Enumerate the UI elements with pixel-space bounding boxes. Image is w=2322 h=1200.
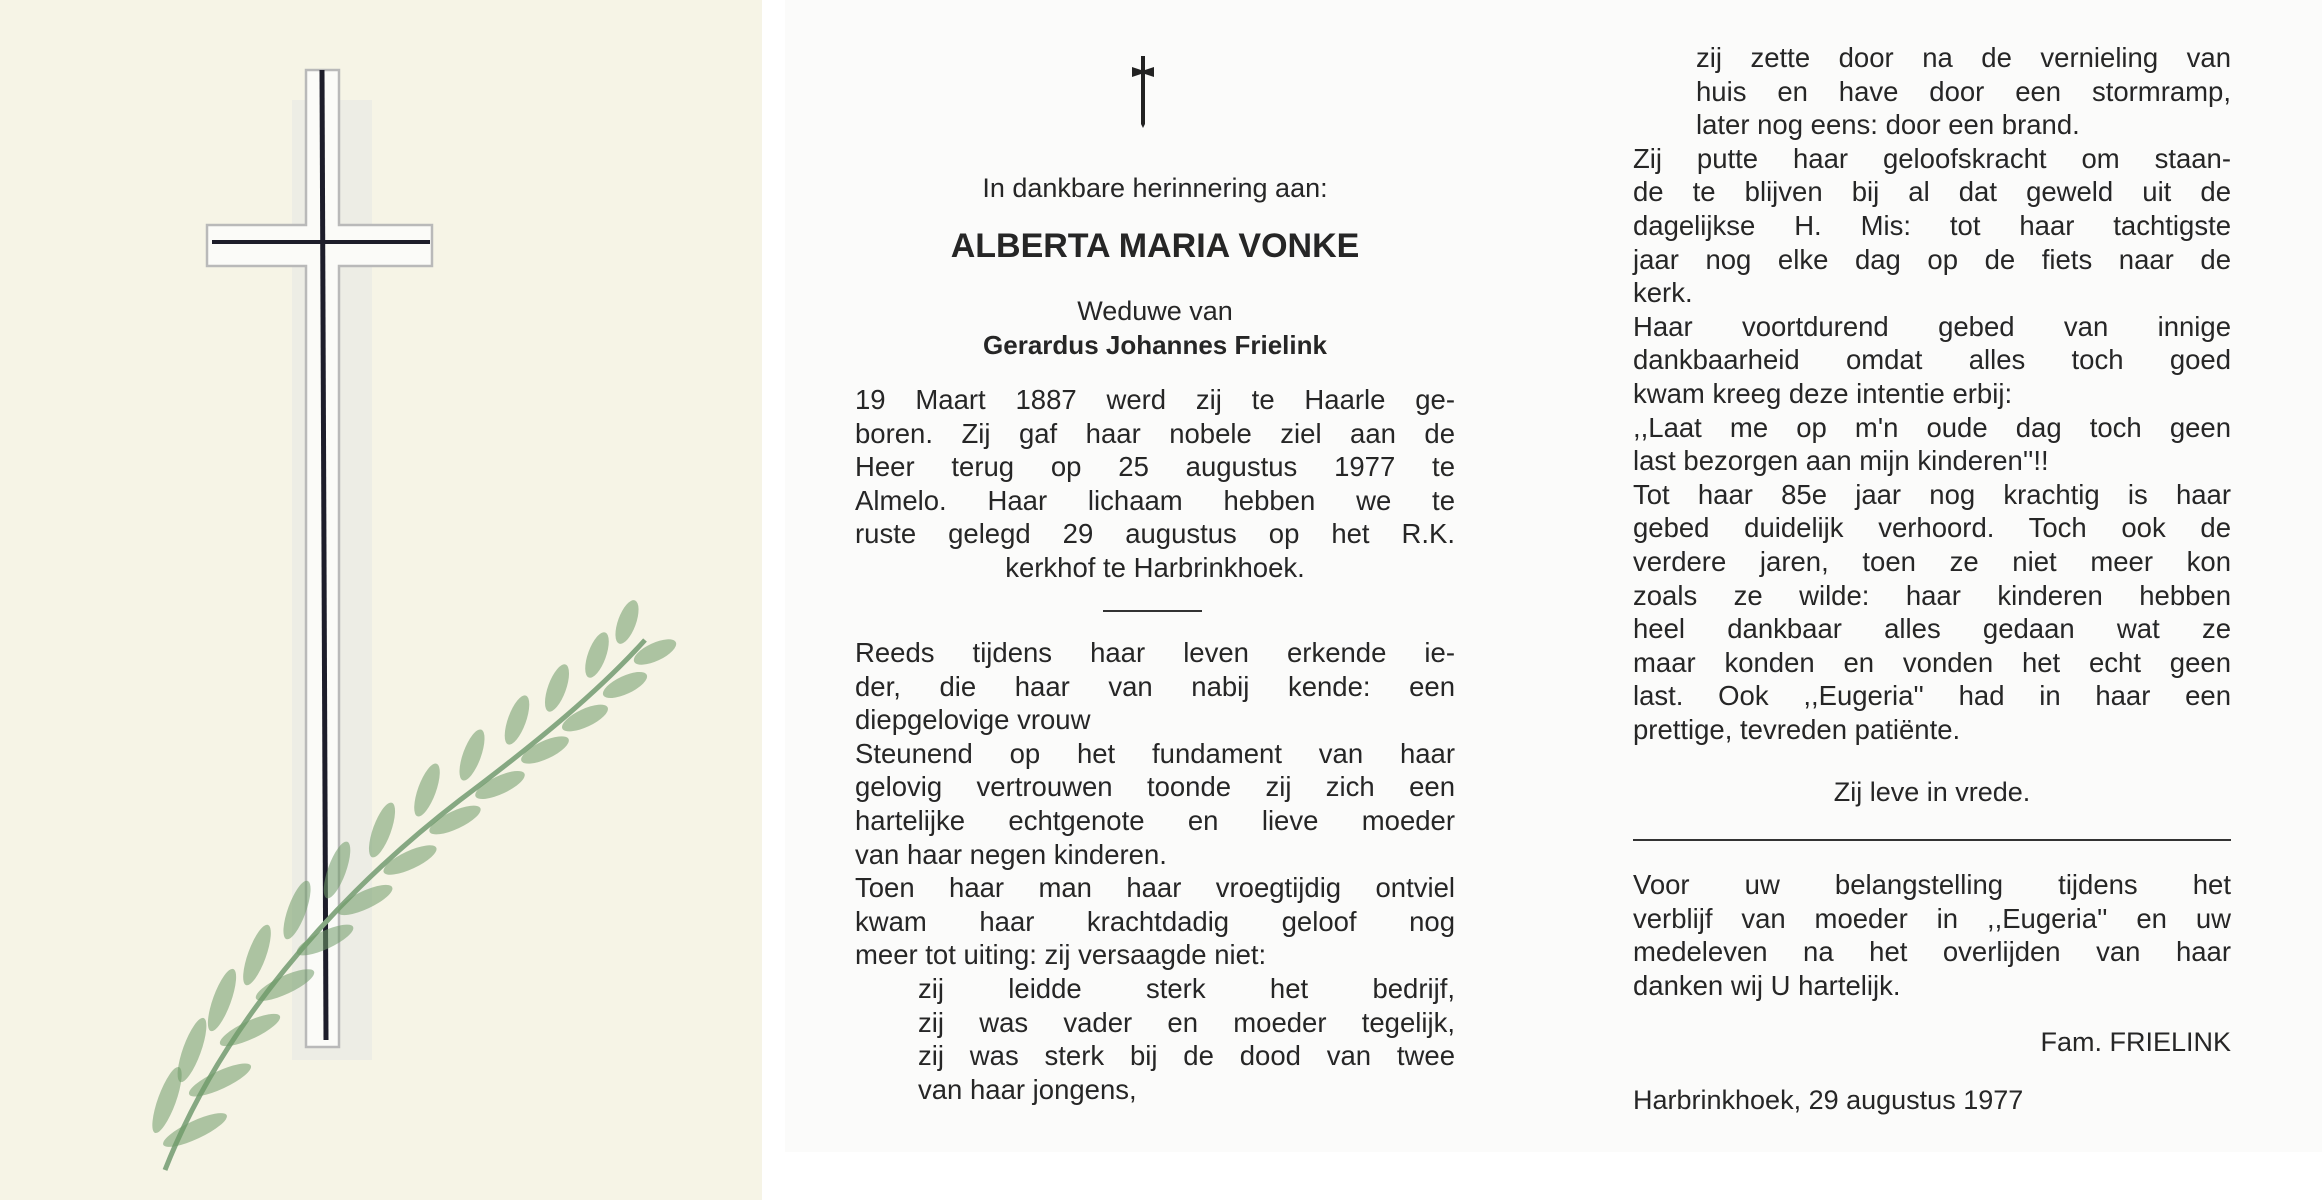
text-line: last bezorgen aan mijn kinderen''!! [1633, 445, 2049, 477]
text-line: boren. Zij gaf haar nobele ziel aan de [855, 417, 1455, 449]
text-line: Heer terug op 25 augustus 1977 te [855, 451, 1455, 483]
text-line: Toen haar man haar vroegtijdig ontviel [855, 872, 1455, 904]
palm-leaf-icon [580, 629, 613, 680]
text-line: zij was vader en moeder tegelijk, [918, 1006, 1455, 1038]
text-line: danken wij U hartelijk. [1633, 969, 1901, 1001]
text-line: hartelijke echtgenote en lieve moeder [855, 804, 1455, 836]
text-line: de te blijven bij al dat geweld uit de [1633, 176, 2231, 208]
text-line: later nog eens: door een brand. [1696, 109, 2080, 141]
text-line: zij zette door na de vernieling van [1696, 42, 2231, 73]
palm-leaf-icon [630, 634, 679, 670]
text-line: van haar negen kinderen. [855, 838, 1167, 870]
closing-line: Zij leve in vrede. [1833, 777, 2031, 807]
text-line: verdere jaren, toen ze niet meer kon [1633, 545, 2231, 577]
text-line: zij leidde sterk het bedrijf, [918, 972, 1455, 1004]
palm-leaf-icon [540, 661, 574, 714]
text-line: zoals ze wilde: haar kinderen hebben [1633, 579, 2231, 611]
cross-outline-icon [207, 70, 432, 1060]
biography-paragraph [855, 383, 1455, 585]
text-line: diepgelovige vrouw [855, 704, 1091, 736]
text-line: jaar nog elke dag op de fiets naar de [1633, 243, 2231, 275]
cross-icon [1128, 56, 1158, 128]
text-line: ruste gelegd 29 augustus op het R.K. [855, 518, 1455, 550]
text-line: Voor uw belangstelling tijdens het [1633, 869, 2231, 900]
text-line: medeleven na het overlijden van haar [1633, 936, 2231, 968]
text-line: ,,Laat me op m'n oude dag toch geen [1633, 411, 2231, 443]
text-line: Tot haar 85e jaar nog krachtig is haar [1633, 478, 2231, 510]
palm-leaf-icon [409, 761, 445, 820]
text-line: van haar jongens, [918, 1073, 1137, 1105]
tribute-text-right [1633, 41, 2231, 746]
tribute-text-center [855, 636, 1455, 1106]
intro-line: In dankbare herinnering aan: [982, 173, 1328, 203]
widow-of-label: Weduwe van [1077, 296, 1233, 326]
text-line: Zij putte haar geloofskracht om staan- [1633, 142, 2231, 174]
text-line: verblijf van moeder in ,,Eugeria'' en uw [1633, 902, 2231, 934]
palm-leaf-icon [599, 667, 650, 704]
palm-leaf-icon [454, 727, 489, 784]
text-line: prettige, tevreden patiënte. [1633, 713, 1961, 745]
text-line: gelovig vertrouwen toonde zij zich een [855, 771, 1455, 803]
text-line: 19 Maart 1887 werd zij te Haarle ge- [855, 384, 1455, 415]
place-date: Harbrinkhoek, 29 augustus 1977 [1633, 1085, 2024, 1115]
text-line: dagelijkse H. Mis: tot haar tachtigste [1633, 209, 2231, 241]
text-line: kerk. [1633, 277, 1693, 309]
husband-name: Gerardus Johannes Frielink [983, 330, 1327, 360]
text-line: kwam haar krachtdadig geloof nog [855, 905, 1455, 937]
text-line: Steunend op het fundament van haar [855, 737, 1455, 769]
palm-leaf-icon [202, 966, 241, 1034]
text-line: gebed duidelijk verhoord. Toch ook de [1633, 512, 2231, 544]
palm-leaf-icon [172, 1015, 212, 1085]
text-line: dankbaarheid omdat alles toch goed [1633, 344, 2231, 376]
text-line: Reeds tijdens haar leven erkende ie- [855, 637, 1455, 668]
text-line: Haar voortdurend gebed van innige [1633, 310, 2231, 342]
text-line: huis en have door een stormramp, [1696, 75, 2231, 107]
palm-leaf-icon [611, 597, 644, 646]
text-line: last. Ook ,,Eugeria'' had in haar een [1633, 680, 2231, 712]
text-line: meer tot uiting: zij versaagde niet: [855, 939, 1267, 971]
text-line: kerkhof te Harbrinkhoek. [1005, 551, 1305, 583]
palm-leaf-icon [500, 692, 535, 747]
thanks-paragraph [1633, 868, 2231, 1002]
card-front-illustration [0, 0, 762, 1200]
text-line: kwam kreeg deze intentie erbij: [1633, 377, 2013, 409]
deceased-name: ALBERTA MARIA VONKE [950, 227, 1360, 265]
palm-leaf-icon [238, 922, 277, 988]
cross-illustration [0, 0, 762, 1200]
text-line: heel dankbaar alles gedaan wat ze [1633, 613, 2231, 645]
text-line: zij was sterk bij de dood van twee [918, 1040, 1455, 1072]
divider [1633, 839, 2231, 841]
text-line: der, die haar van nabij kende: een [855, 670, 1455, 702]
text-line: maar konden en vonden het echt geen [1633, 646, 2231, 678]
divider [1103, 610, 1202, 612]
signature: Fam. FRIELINK [2040, 1027, 2231, 1057]
palm-branch-icon [147, 597, 680, 1170]
text-line: Almelo. Haar lichaam hebben we te [855, 484, 1455, 516]
